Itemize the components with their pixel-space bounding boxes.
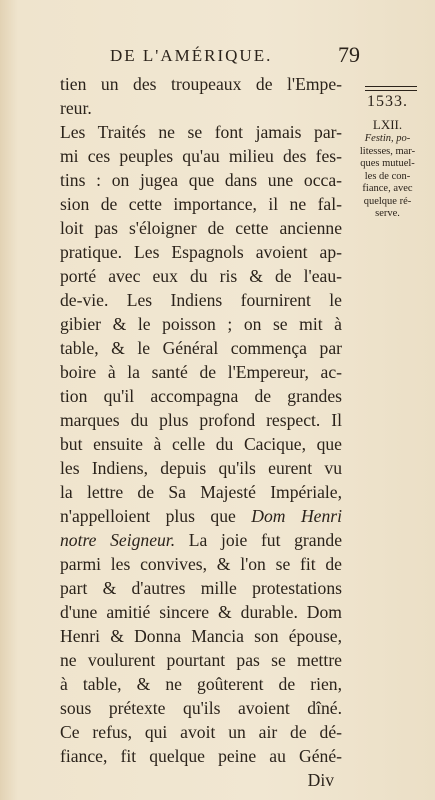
margin-year: 1533.: [367, 93, 408, 110]
text-line: pratique. Les Espagnols avoient ap-: [60, 242, 342, 262]
text-line: sous prétexte qu'ils avoient dîné.: [60, 698, 342, 718]
text-line: boire à la santé de l'Empereur, ac-: [60, 362, 342, 382]
page-number: 79: [338, 42, 360, 67]
text-line: part & d'autres mille protestations: [60, 578, 342, 598]
text-line: la lettre de Sa Majesté Impériale,: [60, 482, 342, 502]
text-line: table, & le Général commença par: [60, 338, 342, 358]
text-line: but ensuite à celle du Cacique, que: [60, 434, 342, 454]
text-line: sion de cette importance, il ne fal-: [60, 194, 342, 214]
text-line: de-vie. Les Indiens fournirent le: [60, 290, 342, 310]
catchword-text: Div: [307, 770, 334, 790]
text-line-mixed: [60, 528, 342, 552]
text-line: Les Traités ne se font jamais par-: [60, 122, 342, 142]
margin-note-line: fiance, avec: [362, 183, 413, 194]
text-line: Henri & Donna Mancia son épouse,: [60, 626, 342, 646]
margin-note-line: serve.: [375, 208, 400, 219]
running-header: [110, 42, 360, 72]
text-line: les Indiens, depuis qu'ils eurent vu: [60, 458, 342, 478]
body-text: [60, 72, 342, 792]
text-line: d'une amitié sincere & durable. Dom: [60, 602, 342, 622]
text-line: tion qu'il accompagna de grandes: [60, 386, 342, 406]
margin-note: [345, 133, 430, 221]
margin-note-line: quelque ré-: [363, 195, 412, 207]
text-line-mixed: [60, 504, 342, 528]
text-segment: La joie fut grande: [188, 530, 342, 550]
italic-name: Dom Henri: [251, 506, 342, 526]
margin-note-number: LXII.: [372, 117, 403, 132]
margin-rule: [365, 86, 417, 91]
text-line: ne voulurent pourtant pas se mettre: [60, 650, 342, 670]
text-line: tien un des troupeaux de l'Empe-: [60, 74, 342, 94]
text-line: gibier & le poisson ; on se mit à: [60, 314, 342, 334]
text-line: à table, & ne goûterent de rien,: [60, 674, 342, 694]
margin-note-line: litesses, mar-: [359, 145, 416, 157]
text-line: marques du plus profond respect. Il: [60, 410, 342, 430]
margin-note-line: Festin, po-: [364, 133, 411, 144]
margin-note-line: ques mutuel-: [360, 158, 415, 169]
text-line: porté avec eux du ris & de l'eau-: [60, 266, 342, 286]
running-title: DE L'AMÉRIQUE.: [110, 46, 273, 65]
margin-note-line: les de con-: [364, 170, 411, 182]
text-line: loit pas s'éloigner de cette ancienne: [60, 218, 342, 238]
catchword: [60, 768, 342, 792]
text-line: Ce refus, qui avoit un air de dé-: [60, 722, 342, 742]
italic-phrase: notre Seigneur.: [60, 530, 176, 550]
text-segment: n'appelloient plus que: [60, 506, 236, 526]
text-line: parmi les convives, & l'on se fit de: [60, 554, 342, 574]
text-line: fiance, fit quelque peine au Géné-: [60, 746, 342, 766]
text-line: mi ces peuples qu'au milieu des fes-: [60, 146, 342, 166]
text-line: reur.: [60, 98, 92, 118]
text-line: tins : on jugea que dans une occa-: [60, 170, 342, 190]
